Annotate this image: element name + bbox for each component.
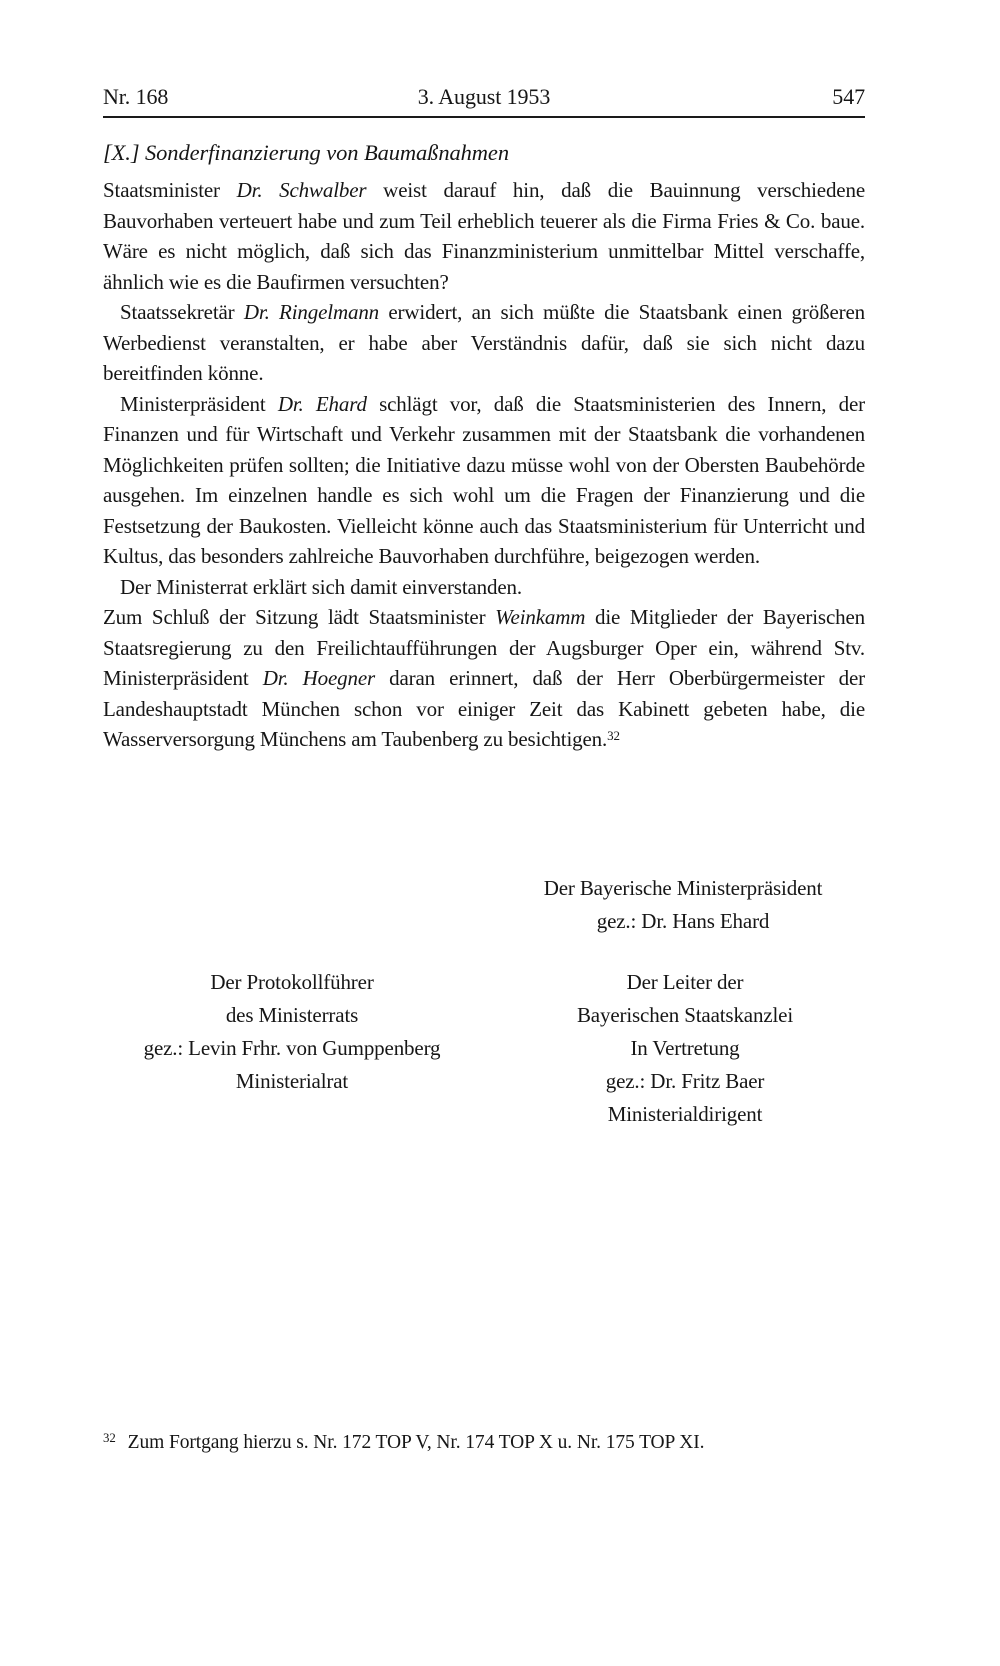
signature-block-staatskanzlei bbox=[485, 966, 885, 1131]
signature-line: gez.: Levin Frhr. von Gumppenberg bbox=[143, 1036, 441, 1060]
paragraph-text: die Mitglieder der Bayerischen Staatsregierung zu den Freilichtaufführungen der Augsburger Oper ein, während Stv. Ministerpräsident bbox=[103, 605, 865, 690]
paragraph-text: weist darauf hin, daß die Bauinnung verschiedene Bauvorhaben verteuert habe und zum Teil erheblich teuerer als die Firma Fries & Co. baue. Wäre es nicht möglich, daß sich das Finanzministerium unmittelbar Mittel verschaffe, ähnlich wie es die Baufirmen versuchten? bbox=[103, 178, 865, 294]
speaker-name: Dr. Hoegner bbox=[262, 666, 376, 690]
speaker-name: Dr. Ringelmann bbox=[243, 300, 380, 324]
body-text bbox=[103, 175, 865, 755]
section-heading: [X.] Sonderfinanzierung von Baumaßnahmen bbox=[103, 140, 509, 165]
paragraph-ringelmann bbox=[103, 297, 865, 389]
signature-line: Der Bayerische Ministerpräsident bbox=[543, 876, 823, 900]
paragraph-text: Der Ministerrat erklärt sich damit einverstanden. bbox=[120, 574, 523, 599]
page-number: 547 bbox=[832, 84, 865, 109]
paragraph-schwalber bbox=[103, 175, 865, 297]
speaker-name: Weinkamm bbox=[495, 605, 586, 629]
signature-line: Ministerialdirigent bbox=[607, 1102, 763, 1126]
signature-block-protokollfuehrer bbox=[92, 966, 492, 1098]
signature-line: Der Leiter der bbox=[626, 970, 744, 994]
signature-line: Bayerischen Staatskanzlei bbox=[576, 1003, 794, 1027]
paragraph-text: schlägt vor, daß die Staatsministerien des Innern, der Finanzen und für Wirtschaft und Verkehr zusammen mit der Staatsbank die vorhandenen Möglichkeiten prüfen sollten; die Initiative dazu müsse wohl von der Obersten Baubehörde ausgehen. Im einzelnen handle es sich wohl um die Fragen der Finanzierung und die Festsetzung der Baukosten. Vielleicht könne auch das Staatsministerium für Unterricht und Kultus, das besonders zahlreiche Bauvorhaben durchführe, beigezogen werden. bbox=[103, 391, 865, 568]
signature-line: Der Protokollführer bbox=[210, 970, 374, 994]
paragraph-ehard bbox=[103, 389, 865, 572]
paragraph-text: erwidert, an sich müßte die Staatsbank einen größeren Werbedienst veranstalten, er habe aber Verständnis dafür, daß sie sich nicht dazu bereitfinden könne. bbox=[103, 300, 865, 385]
paragraph-ministerrat bbox=[103, 572, 865, 603]
signature-line: gez.: Dr. Hans Ehard bbox=[596, 909, 770, 933]
paragraph-text: Ministerpräsident bbox=[120, 391, 278, 416]
footnote-text: Zum Fortgang hierzu s. Nr. 172 TOP V, Nr. 174 TOP X u. Nr. 175 TOP XI. bbox=[127, 1432, 705, 1453]
paragraph-text: Staatsminister bbox=[103, 178, 237, 202]
footnote-reference: 32 bbox=[607, 728, 620, 743]
footnote bbox=[103, 1430, 865, 1456]
issue-number: Nr. 168 bbox=[103, 84, 169, 109]
signature-line: gez.: Dr. Fritz Baer bbox=[605, 1069, 765, 1093]
header-rule bbox=[103, 116, 865, 118]
signature-line: Ministerialrat bbox=[235, 1069, 349, 1093]
signature-line: des Ministerrats bbox=[225, 1003, 359, 1027]
signature-line: In Vertretung bbox=[630, 1036, 740, 1060]
paragraph-text: Staatssekretär bbox=[120, 300, 244, 324]
speaker-name: Dr. Schwalber bbox=[236, 178, 367, 202]
header-date: 3. August 1953 bbox=[417, 84, 551, 109]
paragraph-text: Zum Schluß der Sitzung lädt Staatsminister bbox=[103, 605, 496, 629]
page-header bbox=[103, 84, 865, 110]
signature-block-minister-president bbox=[483, 872, 883, 938]
speaker-name: Dr. Ehard bbox=[277, 391, 367, 416]
footnote-marker: 32 bbox=[103, 1431, 116, 1445]
paragraph-text: daran erinnert, daß der Herr Oberbürgermeister der Landeshauptstadt München schon vor einiger Zeit das Kabinett gebeten habe, die Wasserversorgung Münchens am Taubenberg zu besichtigen. bbox=[103, 666, 865, 751]
paragraph-schluss bbox=[103, 602, 865, 755]
